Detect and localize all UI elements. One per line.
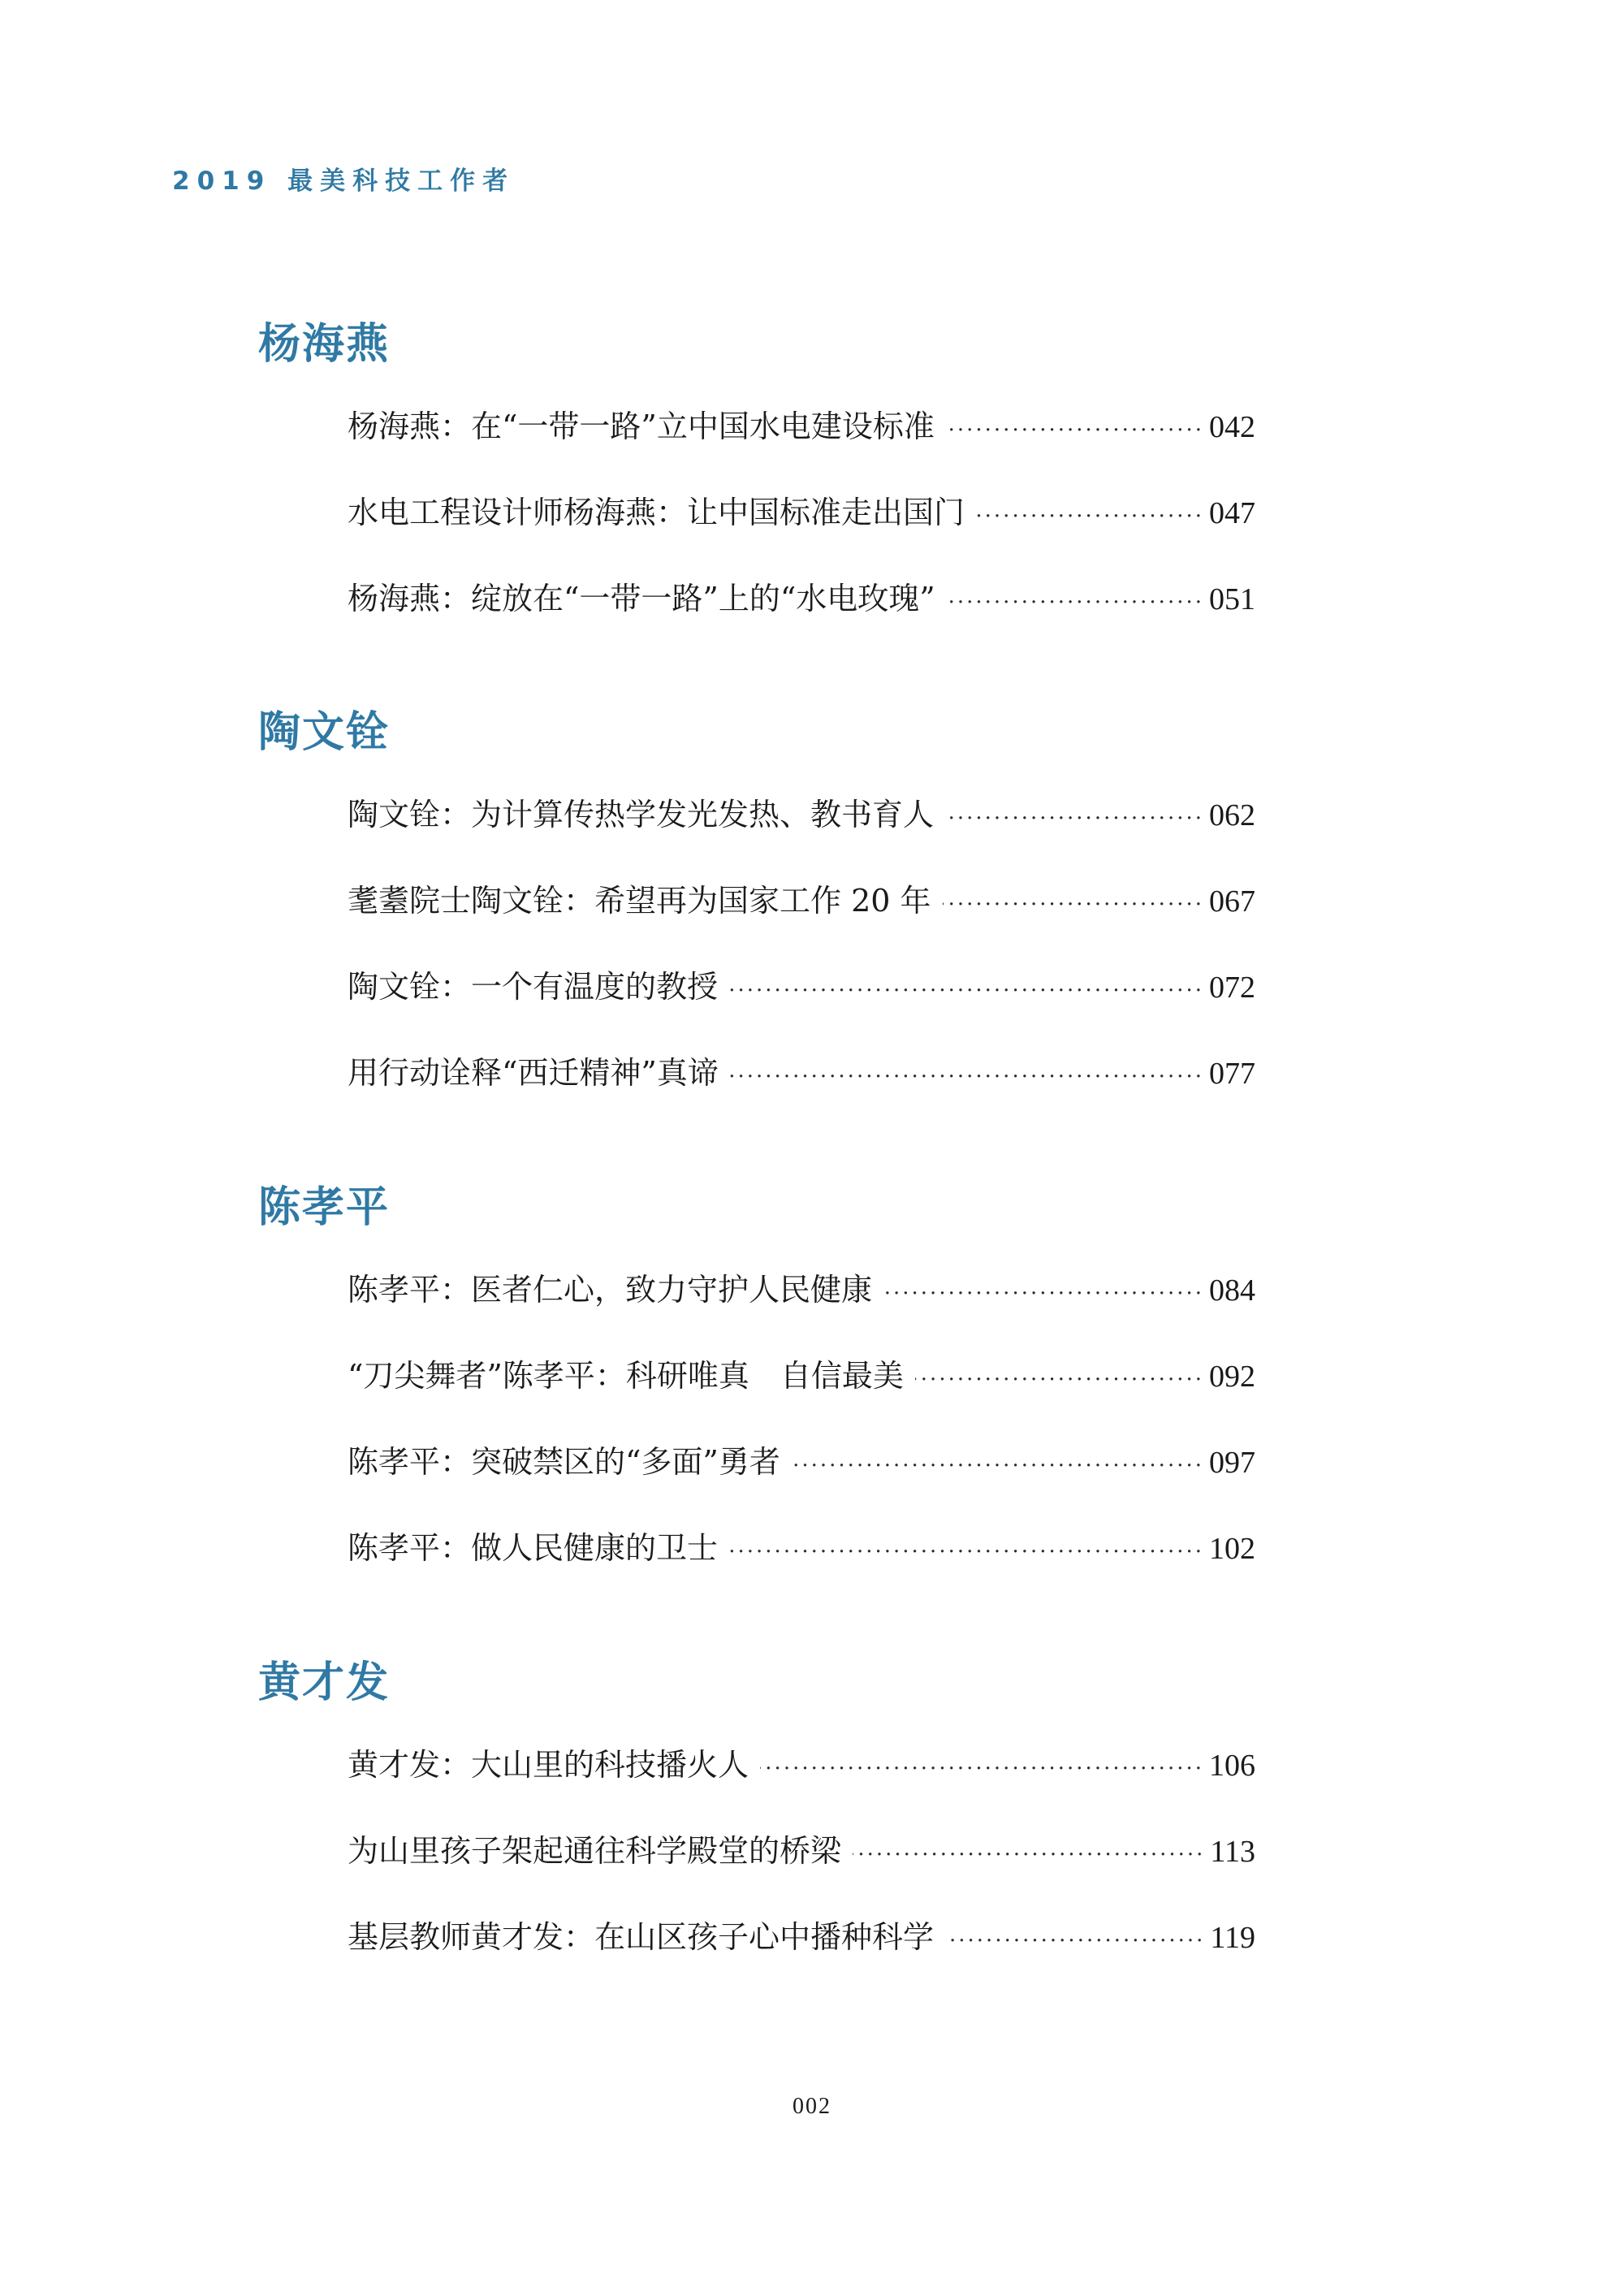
toc-entry-page: 072 [1209,971,1255,1005]
toc-entry-title: 陈孝平：医者仁心，致力守护人民健康 [348,1272,873,1308]
leader-dots [945,796,1204,841]
toc-entry[interactable] [348,1050,1255,1096]
toc-entry-page: 042 [1209,410,1255,444]
toc-entry[interactable] [348,878,1255,923]
section-title: 陶文铨 [258,708,391,757]
leader-dots [853,1832,1205,1878]
toc-entry[interactable] [348,490,1255,535]
running-header: 2019 最美科技工作者 [172,166,516,196]
section-title: 杨海燕 [258,320,391,369]
toc-entry-page: 077 [1209,1057,1255,1091]
leader-dots [792,1443,1204,1489]
toc-entry-title: 用行动诠释“西迁精神”真谛 [348,1055,719,1091]
toc-entry[interactable] [348,1439,1255,1485]
leader-dots [883,1271,1204,1317]
toc-entry[interactable] [348,1914,1255,1960]
section-title: 陈孝平 [258,1183,391,1232]
toc-entry-page: 067 [1209,884,1255,919]
toc-entry-title: 耄耋院士陶文铨：希望再为国家工作 20 年 [348,883,931,919]
leader-dots [760,1746,1204,1792]
toc-entry-title: 黄才发：大山里的科技播火人 [348,1747,749,1783]
section-title: 黄才发 [258,1658,391,1707]
toc-entry-page: 047 [1209,496,1255,530]
toc-entry-title: 基层教师黄才发：在山区孩子心中播种科学 [348,1919,935,1955]
toc-entry-page: 092 [1209,1360,1255,1394]
toc-entry-page: 113 [1210,1835,1255,1869]
toc-entry-title: 水电工程设计师杨海燕：让中国标准走出国门 [348,495,965,530]
toc-entry[interactable] [348,1525,1255,1571]
leader-dots [915,1357,1204,1403]
leader-dots [947,580,1204,625]
toc-entry-title: 杨海燕：在“一带一路”立中国水电建设标准 [348,409,935,444]
toc-entry-title: 陈孝平：做人民健康的卫士 [348,1530,719,1566]
leader-dots [943,882,1204,927]
toc-entry[interactable] [348,1267,1255,1312]
toc-entry-title: 杨海燕：绽放在“一带一路”上的“水电玫瑰” [348,581,935,616]
toc-entry[interactable] [348,792,1255,837]
toc-entry-page: 102 [1209,1532,1255,1566]
toc-entry-title: 陶文铨：为计算传热学发光发热、教书育人 [348,797,935,832]
leader-dots [729,968,1204,1014]
leader-dots [730,1054,1204,1100]
leader-dots [729,1529,1204,1575]
toc-entry[interactable] [348,1742,1255,1788]
toc-entry-title: 为山里孩子架起通往科学殿堂的桥梁 [348,1833,842,1869]
toc-entry-page: 084 [1209,1273,1255,1308]
leader-dots [976,494,1204,539]
toc-entry-page: 097 [1209,1446,1255,1480]
toc-entry-title: 陶文铨：一个有温度的教授 [348,969,719,1005]
toc-entry-page: 051 [1209,582,1255,616]
toc-entry[interactable] [348,576,1255,621]
page-number: 002 [793,2094,831,2119]
toc-entry-page: 119 [1210,1921,1255,1955]
toc-entry-page: 106 [1209,1749,1255,1783]
toc-entry[interactable] [348,964,1255,1010]
leader-dots [946,408,1204,453]
toc-entry-title: 陈孝平：突破禁区的“多面”勇者 [348,1444,780,1480]
toc-entry-title: “刀尖舞者”陈孝平：科研唯真 自信最美 [348,1358,904,1394]
toc-entry-page: 062 [1209,798,1255,832]
leader-dots [945,1918,1205,1964]
toc-entry[interactable] [348,1353,1255,1399]
toc-entry[interactable] [348,404,1255,449]
toc-entry[interactable] [348,1828,1255,1874]
